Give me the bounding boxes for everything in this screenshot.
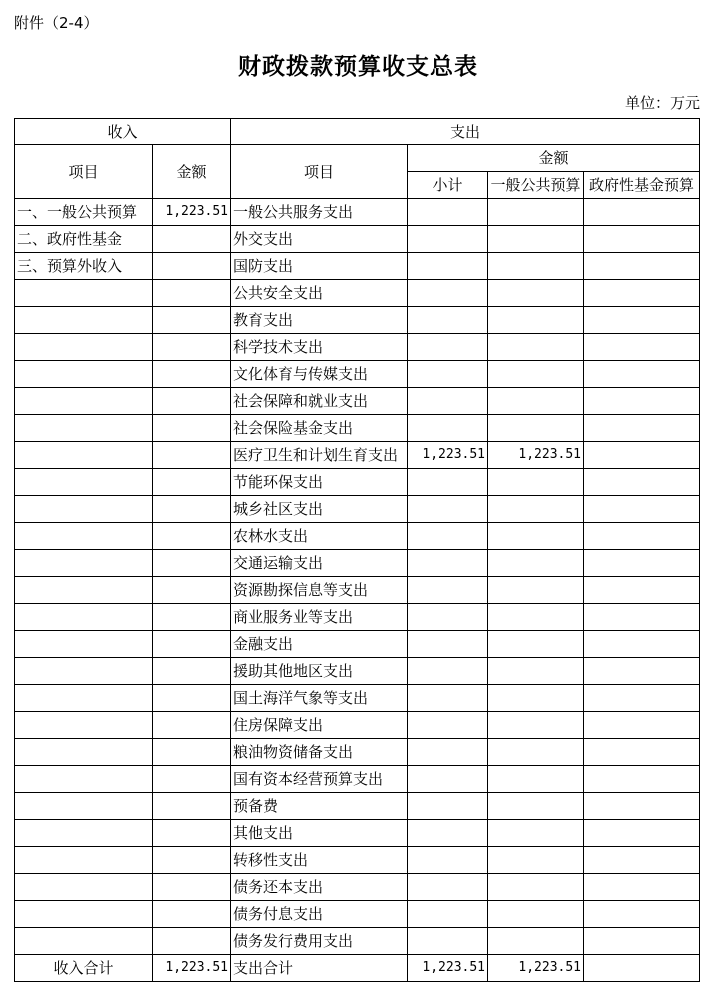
expense-item-cell: 外交支出 xyxy=(231,226,408,253)
subtotal-cell xyxy=(408,820,488,847)
income-item-cell xyxy=(15,901,153,928)
general-budget-cell xyxy=(488,712,584,739)
expense-item-cell: 债务付息支出 xyxy=(231,901,408,928)
income-amount-cell xyxy=(153,685,231,712)
income-amount-header: 金额 xyxy=(153,145,231,199)
general-budget-cell xyxy=(488,658,584,685)
fund-budget-cell xyxy=(584,496,700,523)
subtotal-cell xyxy=(408,550,488,577)
fund-budget-cell xyxy=(584,928,700,955)
fund-budget-cell xyxy=(584,847,700,874)
income-amount-cell xyxy=(153,874,231,901)
table-row xyxy=(15,739,700,766)
income-amount-cell xyxy=(153,496,231,523)
fund-budget-cell xyxy=(584,550,700,577)
fund-budget-cell xyxy=(584,307,700,334)
fund-budget-cell xyxy=(584,280,700,307)
table-row xyxy=(15,685,700,712)
fund-budget-cell xyxy=(584,604,700,631)
table-row xyxy=(15,361,700,388)
table-row xyxy=(15,712,700,739)
fund-budget-cell xyxy=(584,901,700,928)
table-row xyxy=(15,928,700,955)
income-item-cell xyxy=(15,604,153,631)
income-item-cell xyxy=(15,847,153,874)
income-amount-cell xyxy=(153,226,231,253)
income-amount-cell xyxy=(153,469,231,496)
expense-header: 支出 xyxy=(231,119,700,145)
fund-budget-cell xyxy=(584,469,700,496)
subtotal-cell xyxy=(408,523,488,550)
subtotal-cell xyxy=(408,307,488,334)
header-row-1 xyxy=(15,119,700,145)
income-amount-cell xyxy=(153,307,231,334)
income-amount-cell xyxy=(153,577,231,604)
fund-budget-cell xyxy=(584,793,700,820)
subtotal-cell xyxy=(408,712,488,739)
income-item-cell xyxy=(15,631,153,658)
expense-item-cell: 城乡社区支出 xyxy=(231,496,408,523)
income-item-cell: 三、预算外收入 xyxy=(15,253,153,280)
expense-total-subtotal: 1,223.51 xyxy=(408,955,488,982)
general-budget-cell xyxy=(488,199,584,226)
subtotal-cell xyxy=(408,577,488,604)
table-row xyxy=(15,442,700,469)
income-amount-cell xyxy=(153,442,231,469)
income-item-cell xyxy=(15,334,153,361)
table-row xyxy=(15,226,700,253)
general-budget-cell xyxy=(488,847,584,874)
income-amount-cell xyxy=(153,739,231,766)
general-budget-cell xyxy=(488,739,584,766)
subtotal-cell xyxy=(408,685,488,712)
general-budget-cell xyxy=(488,631,584,658)
general-budget-cell xyxy=(488,523,584,550)
subtotal-cell xyxy=(408,280,488,307)
general-budget-cell xyxy=(488,496,584,523)
expense-item-cell: 债务发行费用支出 xyxy=(231,928,408,955)
expense-item-cell: 农林水支出 xyxy=(231,523,408,550)
income-item-cell xyxy=(15,928,153,955)
table-row xyxy=(15,577,700,604)
table-row xyxy=(15,307,700,334)
expense-item-cell: 资源勘探信息等支出 xyxy=(231,577,408,604)
unit-label: 单位：万元 xyxy=(624,94,700,112)
table-row xyxy=(15,523,700,550)
expense-amount-header: 金额 xyxy=(408,145,700,172)
income-item-cell xyxy=(15,739,153,766)
subtotal-cell xyxy=(408,604,488,631)
subtotal-cell xyxy=(408,739,488,766)
expense-item-cell: 国土海洋气象等支出 xyxy=(231,685,408,712)
income-amount-cell xyxy=(153,928,231,955)
table-row xyxy=(15,199,700,226)
fund-budget-cell xyxy=(584,577,700,604)
expense-item-cell: 科学技术支出 xyxy=(231,334,408,361)
income-amount-cell xyxy=(153,712,231,739)
income-amount-cell xyxy=(153,793,231,820)
expense-item-header: 项目 xyxy=(231,145,408,199)
income-item-cell xyxy=(15,550,153,577)
expense-item-cell: 转移性支出 xyxy=(231,847,408,874)
income-item-cell xyxy=(15,388,153,415)
table-row xyxy=(15,847,700,874)
general-budget-cell xyxy=(488,766,584,793)
subtotal-cell xyxy=(408,847,488,874)
table-row xyxy=(15,388,700,415)
expense-item-cell: 国有资本经营预算支出 xyxy=(231,766,408,793)
general-budget-cell: 1,223.51 xyxy=(488,442,584,469)
fund-budget-cell xyxy=(584,442,700,469)
expense-item-cell: 医疗卫生和计划生育支出 xyxy=(231,442,408,469)
income-amount-cell xyxy=(153,361,231,388)
expense-item-cell: 援助其他地区支出 xyxy=(231,658,408,685)
subtotal-cell xyxy=(408,253,488,280)
subtotal-cell xyxy=(408,766,488,793)
subtotal-cell xyxy=(408,874,488,901)
general-budget-cell xyxy=(488,361,584,388)
fund-budget-cell xyxy=(584,766,700,793)
table-row xyxy=(15,253,700,280)
table-row xyxy=(15,604,700,631)
income-item-cell: 一、一般公共预算 xyxy=(15,199,153,226)
general-budget-cell xyxy=(488,388,584,415)
attachment-label: 附件（2-4） xyxy=(14,14,99,32)
subtotal-cell xyxy=(408,658,488,685)
income-item-cell: 二、政府性基金 xyxy=(15,226,153,253)
income-item-cell xyxy=(15,766,153,793)
table-row xyxy=(15,550,700,577)
total-row xyxy=(15,955,700,982)
fund-budget-cell xyxy=(584,820,700,847)
page-title: 财政拨款预算收支总表 xyxy=(238,53,478,80)
fund-budget-cell xyxy=(584,658,700,685)
income-item-cell xyxy=(15,442,153,469)
income-amount-cell xyxy=(153,901,231,928)
income-item-cell xyxy=(15,685,153,712)
table-row xyxy=(15,280,700,307)
table-row xyxy=(15,469,700,496)
general-budget-cell xyxy=(488,874,584,901)
income-amount-cell xyxy=(153,847,231,874)
general-budget-cell xyxy=(488,577,584,604)
table-row xyxy=(15,901,700,928)
income-item-cell xyxy=(15,577,153,604)
table-row xyxy=(15,793,700,820)
income-item-cell xyxy=(15,793,153,820)
general-budget-cell xyxy=(488,820,584,847)
income-amount-cell xyxy=(153,253,231,280)
general-budget-cell xyxy=(488,469,584,496)
subtotal-cell xyxy=(408,388,488,415)
general-budget-cell xyxy=(488,901,584,928)
fund-budget-cell xyxy=(584,361,700,388)
fund-budget-cell xyxy=(584,253,700,280)
income-item-cell xyxy=(15,496,153,523)
income-total-amount: 1,223.51 xyxy=(153,955,231,982)
fund-budget-header: 政府性基金预算 xyxy=(584,172,700,199)
income-item-cell xyxy=(15,658,153,685)
general-budget-cell xyxy=(488,334,584,361)
budget-table xyxy=(14,118,700,982)
table-row xyxy=(15,874,700,901)
subtotal-cell xyxy=(408,793,488,820)
general-budget-header: 一般公共预算 xyxy=(488,172,584,199)
expense-item-cell: 预备费 xyxy=(231,793,408,820)
income-amount-cell xyxy=(153,388,231,415)
expense-item-cell: 教育支出 xyxy=(231,307,408,334)
expense-item-cell: 社会保险基金支出 xyxy=(231,415,408,442)
table-row xyxy=(15,334,700,361)
expense-item-cell: 交通运输支出 xyxy=(231,550,408,577)
expense-item-cell: 公共安全支出 xyxy=(231,280,408,307)
general-budget-cell xyxy=(488,280,584,307)
income-amount-cell: 1,223.51 xyxy=(153,199,231,226)
income-amount-cell xyxy=(153,280,231,307)
subtotal-cell xyxy=(408,361,488,388)
subtotal-cell xyxy=(408,631,488,658)
subtotal-cell: 1,223.51 xyxy=(408,442,488,469)
fund-budget-cell xyxy=(584,685,700,712)
subtotal-cell xyxy=(408,469,488,496)
general-budget-cell xyxy=(488,415,584,442)
fund-budget-cell xyxy=(584,712,700,739)
income-amount-cell xyxy=(153,415,231,442)
expense-item-cell: 粮油物资储备支出 xyxy=(231,739,408,766)
general-budget-cell xyxy=(488,550,584,577)
fund-budget-cell xyxy=(584,388,700,415)
fund-budget-cell xyxy=(584,334,700,361)
expense-item-cell: 节能环保支出 xyxy=(231,469,408,496)
income-item-cell xyxy=(15,361,153,388)
subtotal-header: 小计 xyxy=(408,172,488,199)
general-budget-cell xyxy=(488,604,584,631)
general-budget-cell xyxy=(488,793,584,820)
general-budget-cell xyxy=(488,928,584,955)
table-row xyxy=(15,766,700,793)
income-item-cell xyxy=(15,874,153,901)
table-row xyxy=(15,631,700,658)
income-item-cell xyxy=(15,712,153,739)
fund-budget-cell xyxy=(584,523,700,550)
expense-item-cell: 商业服务业等支出 xyxy=(231,604,408,631)
fund-budget-cell xyxy=(584,199,700,226)
subtotal-cell xyxy=(408,901,488,928)
table-row xyxy=(15,496,700,523)
expense-item-cell: 债务还本支出 xyxy=(231,874,408,901)
income-amount-cell xyxy=(153,523,231,550)
fund-budget-cell xyxy=(584,415,700,442)
expense-item-cell: 文化体育与传媒支出 xyxy=(231,361,408,388)
income-amount-cell xyxy=(153,604,231,631)
fund-budget-cell xyxy=(584,226,700,253)
income-item-cell xyxy=(15,307,153,334)
fund-budget-cell xyxy=(584,631,700,658)
subtotal-cell xyxy=(408,199,488,226)
income-item-cell xyxy=(15,415,153,442)
income-item-cell xyxy=(15,469,153,496)
income-total-label: 收入合计 xyxy=(15,955,153,982)
income-amount-cell xyxy=(153,334,231,361)
general-budget-cell xyxy=(488,253,584,280)
income-item-header: 项目 xyxy=(15,145,153,199)
table-row xyxy=(15,415,700,442)
income-amount-cell xyxy=(153,550,231,577)
expense-item-cell: 其他支出 xyxy=(231,820,408,847)
expense-total-label: 支出合计 xyxy=(231,955,408,982)
income-item-cell xyxy=(15,280,153,307)
expense-total-general: 1,223.51 xyxy=(488,955,584,982)
income-item-cell xyxy=(15,523,153,550)
income-amount-cell xyxy=(153,766,231,793)
expense-item-cell: 国防支出 xyxy=(231,253,408,280)
income-header: 收入 xyxy=(15,119,231,145)
expense-item-cell: 社会保障和就业支出 xyxy=(231,388,408,415)
general-budget-cell xyxy=(488,685,584,712)
table-row xyxy=(15,658,700,685)
fund-budget-cell xyxy=(584,874,700,901)
subtotal-cell xyxy=(408,415,488,442)
fund-budget-cell xyxy=(584,739,700,766)
subtotal-cell xyxy=(408,226,488,253)
general-budget-cell xyxy=(488,226,584,253)
subtotal-cell xyxy=(408,496,488,523)
header-row-2 xyxy=(15,145,700,172)
income-amount-cell xyxy=(153,820,231,847)
subtotal-cell xyxy=(408,928,488,955)
income-amount-cell xyxy=(153,631,231,658)
expense-item-cell: 住房保障支出 xyxy=(231,712,408,739)
expense-item-cell: 一般公共服务支出 xyxy=(231,199,408,226)
subtotal-cell xyxy=(408,334,488,361)
table-row xyxy=(15,820,700,847)
expense-total-fund xyxy=(584,955,700,982)
expense-item-cell: 金融支出 xyxy=(231,631,408,658)
income-amount-cell xyxy=(153,658,231,685)
income-item-cell xyxy=(15,820,153,847)
general-budget-cell xyxy=(488,307,584,334)
